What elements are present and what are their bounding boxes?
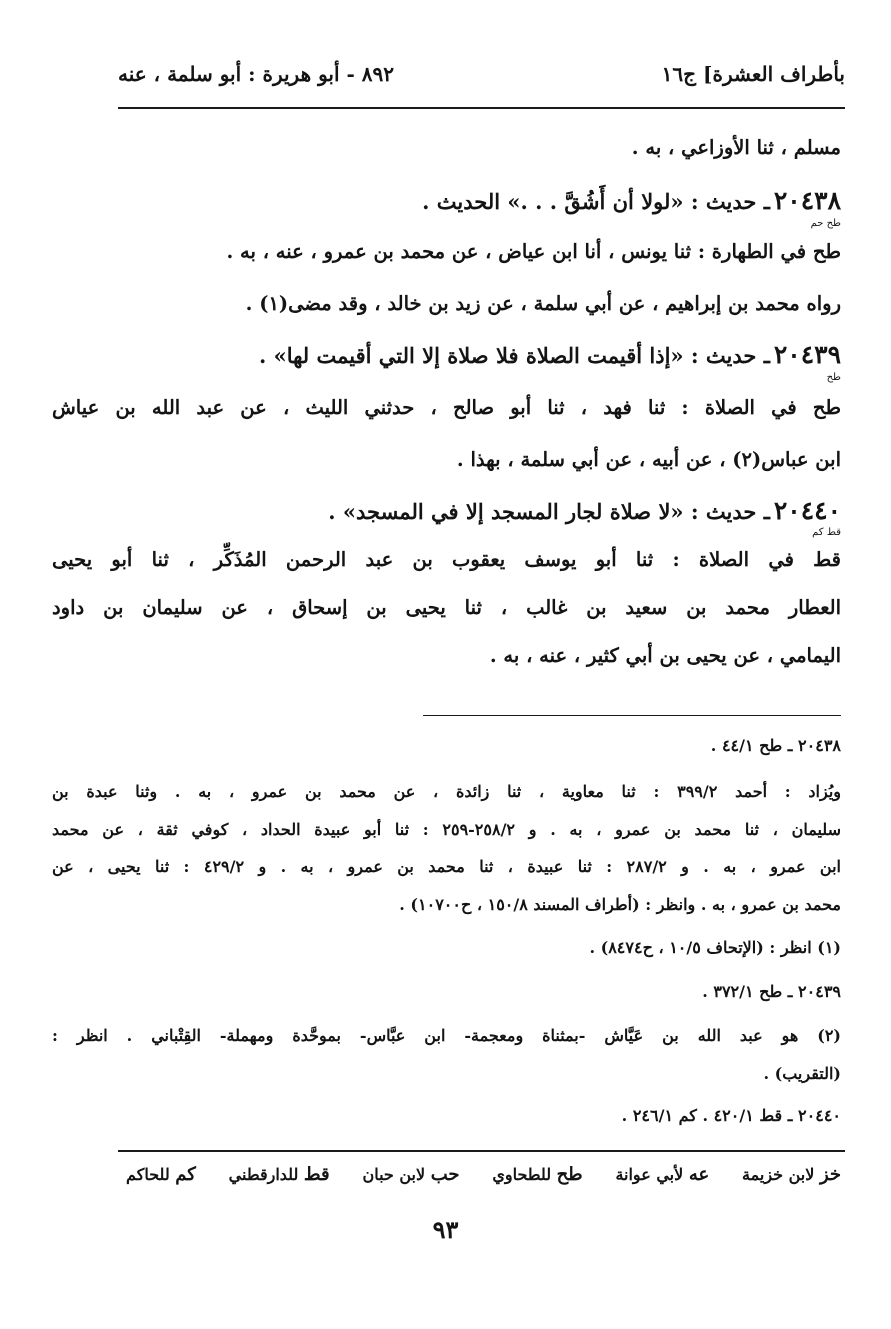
hadith-entry-20438: [52, 186, 841, 215]
note-line: (١) انظر : (الإتحاف ١٠/٥ ، ح٨٤٧٤) .: [589, 938, 841, 957]
hadith-entry-20439: [52, 340, 841, 369]
text-line: قط في الصلاة : ثنا أبو يوسف يعقوب بن عبد الرحمن المُذَكِّر ، ثنا أبو يحيى: [52, 548, 841, 571]
footnote-rule: [423, 715, 841, 716]
hadith-title: ـ حديث : «لولا أن أَشُقَّ . . .» الحديث .: [422, 189, 770, 214]
text-line: مسلم ، ثنا الأوزاعي ، به .: [631, 136, 841, 159]
header-rule: [118, 107, 845, 109]
note-line: محمد بن عمرو ، به . وانظر : (أطراف المسند ١٥٠/٨ ، ح١٠٧٠٠) .: [399, 895, 841, 914]
abbreviation-item: عه لأبي عوانة: [615, 1164, 710, 1185]
note-line: ويُزاد : أحمد ٣٩٩/٢ : ثنا معاوية ، ثنا زائدة ، عن محمد بن عمرو ، به . وثنا عبدة بن: [52, 782, 842, 801]
abbreviation-item: حب لابن حبان: [362, 1164, 460, 1185]
note-line: ابن عمرو ، به . و ٢٨٧/٢ : ثنا عبيدة ، ثنا محمد بن عمرو ، به . و ٤٢٩/٢ : ثنا يحيى ، عن: [52, 857, 842, 876]
hadith-entry-20440: [52, 496, 841, 525]
note-line: (٢) هو عبد الله بن عَيَّاش -بمثناة ومعجمة- ابن عبَّاس- بموحَّدة ومهملة- القِتْباني . انظر :: [52, 1026, 841, 1045]
abbreviation-item: كم للحاكم: [126, 1164, 196, 1185]
text-line: طح في الصلاة : ثنا فهد ، ثنا أبو صالح ، حدثني الليث ، عن عبد الله بن عياش: [52, 396, 841, 419]
header-chapter-title: ٨٩٢ - أبو هريرة : أبو سلمة ، عنه: [118, 62, 395, 86]
hadith-number: ٢٠٤٤٠: [773, 496, 841, 525]
text-line: العطار محمد بن سعيد بن غالب ، ثنا يحيى بن إسحاق ، عن سليمان بن داود: [52, 596, 841, 619]
hadith-title: ـ حديث : «إذا أقيمت الصلاة فلا صلاة إلا التي أقيمت لها» .: [258, 343, 770, 368]
hadith-title: ـ حديث : «لا صلاة لجار المسجد إلا في المسجد» .: [328, 499, 770, 524]
text-line: طح في الطهارة : ثنا يونس ، أنا ابن عياض ، عن محمد بن عمرو ، عنه ، به .: [226, 240, 841, 263]
abbreviation-item: خز لابن خزيمة: [742, 1164, 841, 1185]
abbreviation-item: قط للدارقطني: [228, 1164, 330, 1185]
note-line: ٢٠٤٣٨ ـ طح ٤٤/١ .: [710, 736, 841, 755]
abbreviation-item: طح للطحاوي: [492, 1164, 583, 1185]
source-sigla: طح: [826, 372, 841, 383]
source-sigla: قط كم: [812, 527, 841, 538]
note-line: سليمان ، ثنا محمد بن عمرو ، به . و ٢٥٨/٢-٢٥٩ : ثنا أبو عبيدة الحداد ، كوفي ثقة ، عن محمد: [52, 820, 841, 839]
note-line: (التقريب) .: [763, 1064, 841, 1083]
note-line: ٢٠٤٤٠ ـ قط ٤٢٠/١ . كم ٢٤٦/١ .: [621, 1106, 841, 1125]
text-line: اليمامي ، عن يحيى بن أبي كثير ، عنه ، به .: [489, 644, 841, 667]
text-line: ابن عباس(٢) ، عن أبيه ، عن أبي سلمة ، بهذا .: [456, 448, 841, 471]
hadith-number: ٢٠٤٣٨: [773, 186, 841, 215]
note-line: ٢٠٤٣٩ ـ طح ٣٧٢/١ .: [702, 982, 841, 1001]
running-header: [118, 62, 845, 92]
header-volume-title: بأطراف العشرة] ج١٦: [661, 62, 845, 86]
text-line: رواه محمد بن إبراهيم ، عن أبي سلمة ، عن زيد بن خالد ، وقد مضى(١) .: [245, 292, 841, 315]
page-number: ٩٣: [432, 1215, 459, 1244]
abbreviation-key: [126, 1164, 841, 1194]
footer-rule: [118, 1150, 845, 1152]
source-sigla: طح حم: [810, 218, 841, 229]
hadith-number: ٢٠٤٣٩: [773, 340, 841, 369]
